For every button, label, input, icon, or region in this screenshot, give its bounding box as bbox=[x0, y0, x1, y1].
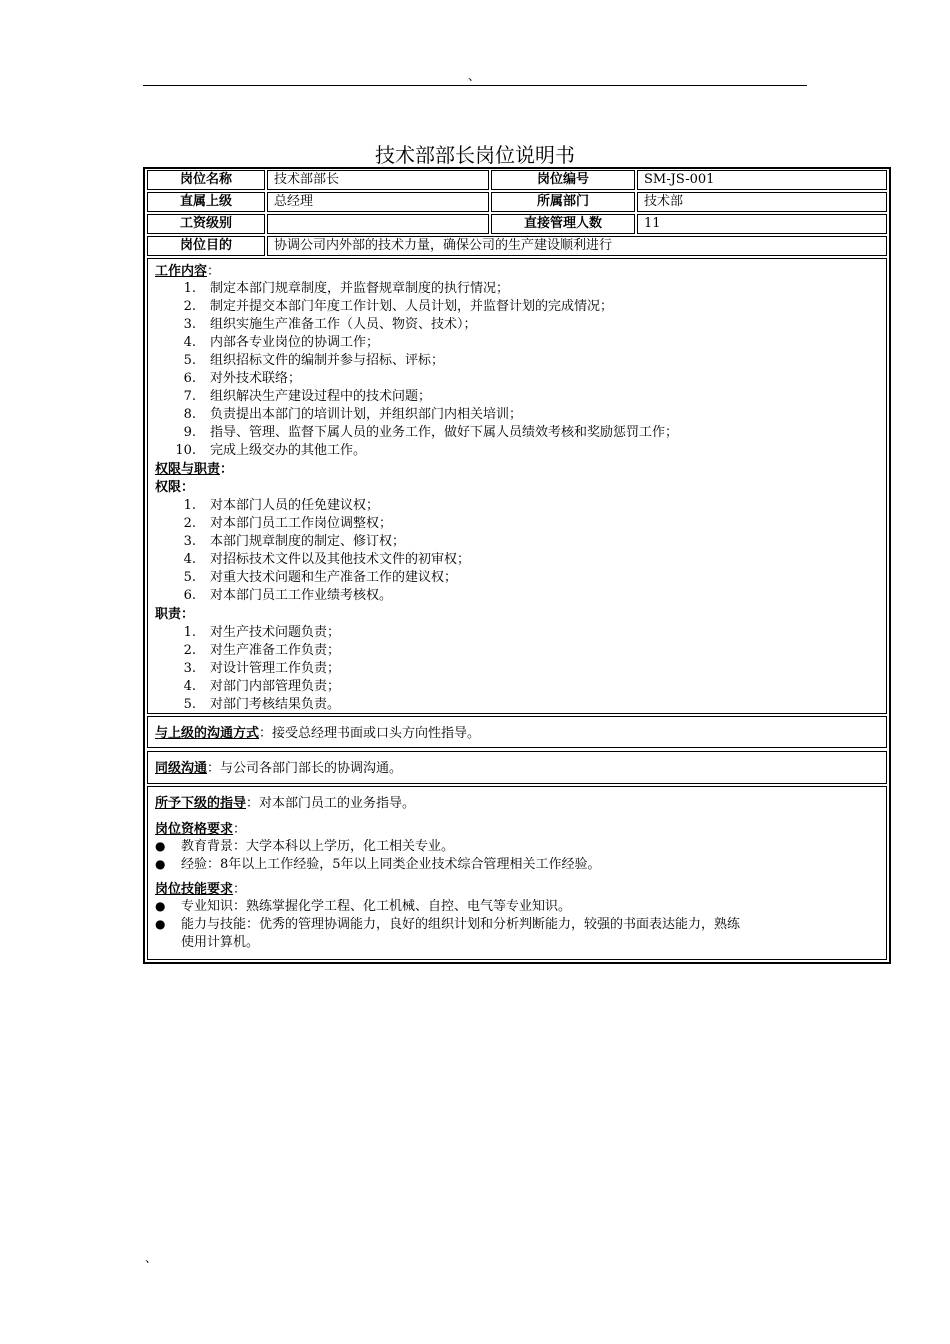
list-item: 6. 对本部门员工工作业绩考核权。 bbox=[183, 588, 393, 603]
job-description-table bbox=[143, 167, 891, 964]
bullet-icon: ● bbox=[155, 857, 166, 871]
list-item: 10. 完成上级交办的其他工作。 bbox=[175, 443, 367, 458]
label-salary-grade: 工资级别 bbox=[147, 214, 265, 234]
list-item: 3. 本部门规章制度的制定、修订权； bbox=[183, 534, 406, 549]
label-direct-reports: 直接管理人数 bbox=[491, 214, 635, 234]
label-department: 所属部门 bbox=[491, 192, 635, 212]
bullet-icon: ● bbox=[155, 899, 166, 913]
list-item: 3. 对设计管理工作负责； bbox=[183, 661, 341, 676]
purpose-row bbox=[145, 235, 889, 257]
downward-label: 所予下级的指导 bbox=[155, 796, 247, 811]
list-item: 8. 负责提出本部门的培训计划，并组织部门内相关培训； bbox=[183, 407, 523, 422]
downward-text: ：对本部门员工的业务指导。 bbox=[246, 796, 416, 811]
list-item: 1. 对生产技术问题负责； bbox=[183, 625, 341, 640]
list-item: ● 教育背景：大学本科以上学历，化工相关专业。 bbox=[155, 839, 455, 854]
list-item: ● 经验：8年以上工作经验，5年以上同类企业技术综合管理相关工作经验。 bbox=[155, 857, 601, 872]
info-row bbox=[145, 213, 889, 235]
peer-text: ：与公司各部门部长的协调沟通。 bbox=[207, 761, 403, 776]
work-content-section bbox=[147, 258, 887, 714]
value-supervisor: 总经理 bbox=[267, 192, 489, 212]
list-item: 4. 内部各专业岗位的协调工作； bbox=[183, 335, 380, 350]
list-item: 5. 组织招标文件的编制并参与招标、评标； bbox=[183, 353, 445, 368]
list-item: 6. 对外技术联络； bbox=[183, 371, 302, 386]
value-purpose: 协调公司内外部的技术力量，确保公司的生产建设顺利进行 bbox=[267, 236, 887, 256]
label-supervisor: 直属上级 bbox=[147, 192, 265, 212]
info-row bbox=[145, 169, 889, 191]
authority-heading-text: 权限与职责 bbox=[155, 462, 221, 477]
list-item: ● 能力与技能：优秀的管理协调能力，良好的组织计划和分析判断能力，较强的书面表达能力，熟练 bbox=[155, 917, 741, 932]
list-item: 2. 制定并提交本部门年度工作计划、人员计划，并监督计划的完成情况； bbox=[183, 299, 614, 314]
value-department: 技术部 bbox=[637, 192, 887, 212]
work-heading bbox=[155, 263, 220, 280]
list-item: 5. 对重大技术问题和生产准备工作的建议权； bbox=[183, 570, 458, 585]
header-mark: 、 bbox=[468, 69, 481, 83]
header-rule bbox=[143, 85, 807, 86]
list-item-continuation: 使用计算机。 bbox=[181, 935, 260, 950]
list-item: 4. 对部门内部管理负责； bbox=[183, 679, 341, 694]
value-position-name: 技术部部长 bbox=[267, 170, 489, 190]
work-heading-suffix: ： bbox=[207, 264, 221, 279]
list-item: 7. 组织解决生产建设过程中的技术问题； bbox=[183, 389, 432, 404]
upward-label: 与上级的沟通方式 bbox=[155, 726, 260, 741]
qualification-heading: 岗位资格要求： bbox=[155, 822, 247, 837]
bullet-icon: ● bbox=[155, 917, 166, 931]
document-title: 技术部部长岗位说明书 bbox=[375, 143, 575, 167]
value-direct-reports: 11 bbox=[637, 214, 887, 234]
value-position-code: SM-JS-001 bbox=[637, 170, 887, 190]
upward-text: ：接受总经理书面或口头方向性指导。 bbox=[259, 726, 481, 741]
list-item: 2. 对本部门员工工作岗位调整权； bbox=[183, 516, 393, 531]
list-item: ● 专业知识：熟练掌握化学工程、化工机械、自控、电气等专业知识。 bbox=[155, 899, 572, 914]
peer-label: 同级沟通 bbox=[155, 761, 208, 776]
label-position-code: 岗位编号 bbox=[491, 170, 635, 190]
authority-heading: 权限与职责： bbox=[155, 462, 234, 477]
label-purpose: 岗位目的 bbox=[147, 236, 265, 256]
label-position-name: 岗位名称 bbox=[147, 170, 265, 190]
list-item: 9. 指导、管理、监督下属人员的业务工作，做好下属人员绩效考核和奖励惩罚工作； bbox=[183, 425, 679, 440]
bullet-icon: ● bbox=[155, 839, 166, 853]
list-item: 3. 组织实施生产准备工作（人员、物资、技术）； bbox=[183, 317, 477, 332]
rights-heading: 权限： bbox=[155, 480, 195, 495]
footer-mark: 、 bbox=[145, 1251, 158, 1265]
list-item: 1. 制定本部门规章制度，并监督规章制度的执行情况； bbox=[183, 281, 510, 296]
work-heading-text: 工作内容 bbox=[155, 264, 208, 279]
guidance-and-requirements-section bbox=[147, 786, 887, 960]
upward-communication-section bbox=[147, 716, 887, 748]
info-row bbox=[145, 191, 889, 213]
list-item: 4. 对招标技术文件以及其他技术文件的初审权； bbox=[183, 552, 471, 567]
value-salary-grade bbox=[267, 214, 489, 234]
list-item: 1. 对本部门人员的任免建议权； bbox=[183, 498, 380, 513]
duties-heading: 职责： bbox=[155, 607, 195, 622]
list-item: 5. 对部门考核结果负责。 bbox=[183, 697, 341, 712]
list-item: 2. 对生产准备工作负责； bbox=[183, 643, 341, 658]
peer-communication-section bbox=[147, 751, 887, 784]
skills-heading: 岗位技能要求： bbox=[155, 882, 247, 897]
